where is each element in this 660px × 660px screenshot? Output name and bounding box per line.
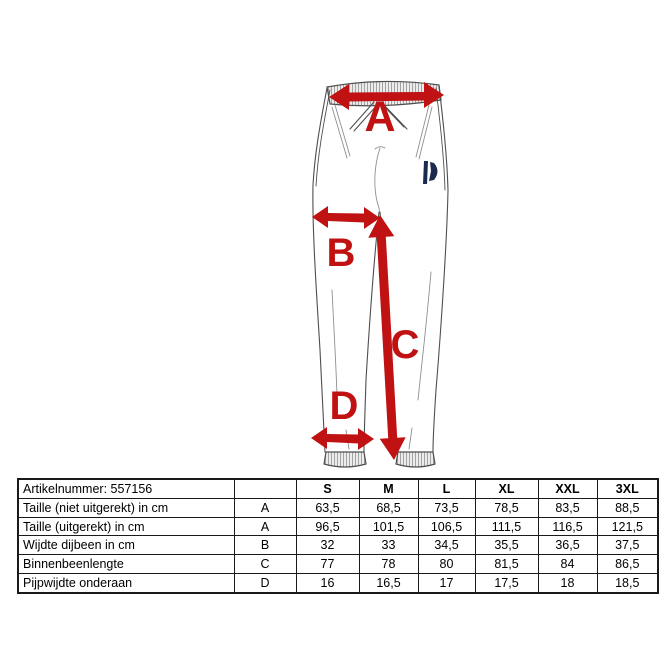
value-cell: 77 xyxy=(296,555,359,574)
left-outer-seam xyxy=(313,88,327,452)
fly-seam xyxy=(375,148,380,212)
value-cell: 33 xyxy=(359,536,418,555)
left-cuff xyxy=(324,452,366,467)
size-column-header: XXL xyxy=(538,479,597,498)
measure-letter-cell: C xyxy=(234,555,296,574)
measure-name-cell: Taille (uitgerekt) in cm xyxy=(18,517,234,536)
size-table xyxy=(17,478,659,594)
value-cell: 101,5 xyxy=(359,517,418,536)
size-column-header: M xyxy=(359,479,418,498)
measure-name-cell: Binnenbeenlengte xyxy=(18,555,234,574)
measure-label-c: C xyxy=(390,323,420,367)
value-cell: 78,5 xyxy=(475,498,538,517)
value-cell: 32 xyxy=(296,536,359,555)
value-cell: 17 xyxy=(418,574,475,593)
size-column-header: S xyxy=(296,479,359,498)
value-cell: 81,5 xyxy=(475,555,538,574)
value-cell: 86,5 xyxy=(597,555,658,574)
value-cell: 68,5 xyxy=(359,498,418,517)
value-cell: 63,5 xyxy=(296,498,359,517)
value-cell: 84 xyxy=(538,555,597,574)
value-cell: 73,5 xyxy=(418,498,475,517)
table-header-row xyxy=(18,479,658,498)
value-cell: 106,5 xyxy=(418,517,475,536)
value-cell: 18,5 xyxy=(597,574,658,593)
value-cell: 34,5 xyxy=(418,536,475,555)
header-letter-cell-empty xyxy=(234,479,296,498)
value-cell: 16,5 xyxy=(359,574,418,593)
arrow-b-thigh xyxy=(312,206,380,229)
right-outer-seam xyxy=(433,86,448,452)
measure-label-d: D xyxy=(329,384,359,428)
value-cell: 35,5 xyxy=(475,536,538,555)
measure-label-b: B xyxy=(326,231,356,275)
measure-label-a: A xyxy=(364,93,396,141)
donnay-d-logo-icon xyxy=(423,161,438,184)
table-row xyxy=(18,536,658,555)
measure-letter-cell: A xyxy=(234,517,296,536)
value-cell: 80 xyxy=(418,555,475,574)
value-cell: 96,5 xyxy=(296,517,359,536)
value-cell: 36,5 xyxy=(538,536,597,555)
table-row xyxy=(18,498,658,517)
value-cell: 111,5 xyxy=(475,517,538,536)
size-column-header: XL xyxy=(475,479,538,498)
size-column-header: 3XL xyxy=(597,479,658,498)
measure-name-cell: Wijdte dijbeen in cm xyxy=(18,536,234,555)
left-inner-seam xyxy=(364,212,379,452)
right-cuff xyxy=(396,452,435,467)
size-column-header: L xyxy=(418,479,475,498)
value-cell: 121,5 xyxy=(597,517,658,536)
value-cell: 17,5 xyxy=(475,574,538,593)
measure-letter-cell: D xyxy=(234,574,296,593)
value-cell: 37,5 xyxy=(597,536,658,555)
value-cell: 16 xyxy=(296,574,359,593)
measure-letter-cell: A xyxy=(234,498,296,517)
measure-name-cell: Pijpwijdte onderaan xyxy=(18,574,234,593)
value-cell: 83,5 xyxy=(538,498,597,517)
value-cell: 78 xyxy=(359,555,418,574)
table-row xyxy=(18,517,658,536)
value-cell: 18 xyxy=(538,574,597,593)
value-cell: 88,5 xyxy=(597,498,658,517)
table-row xyxy=(18,555,658,574)
article-number-cell: Artikelnummer: 557156 xyxy=(18,479,234,498)
table-row xyxy=(18,574,658,593)
measure-letter-cell: B xyxy=(234,536,296,555)
measure-name-cell: Taille (niet uitgerekt) in cm xyxy=(18,498,234,517)
value-cell: 116,5 xyxy=(538,517,597,536)
